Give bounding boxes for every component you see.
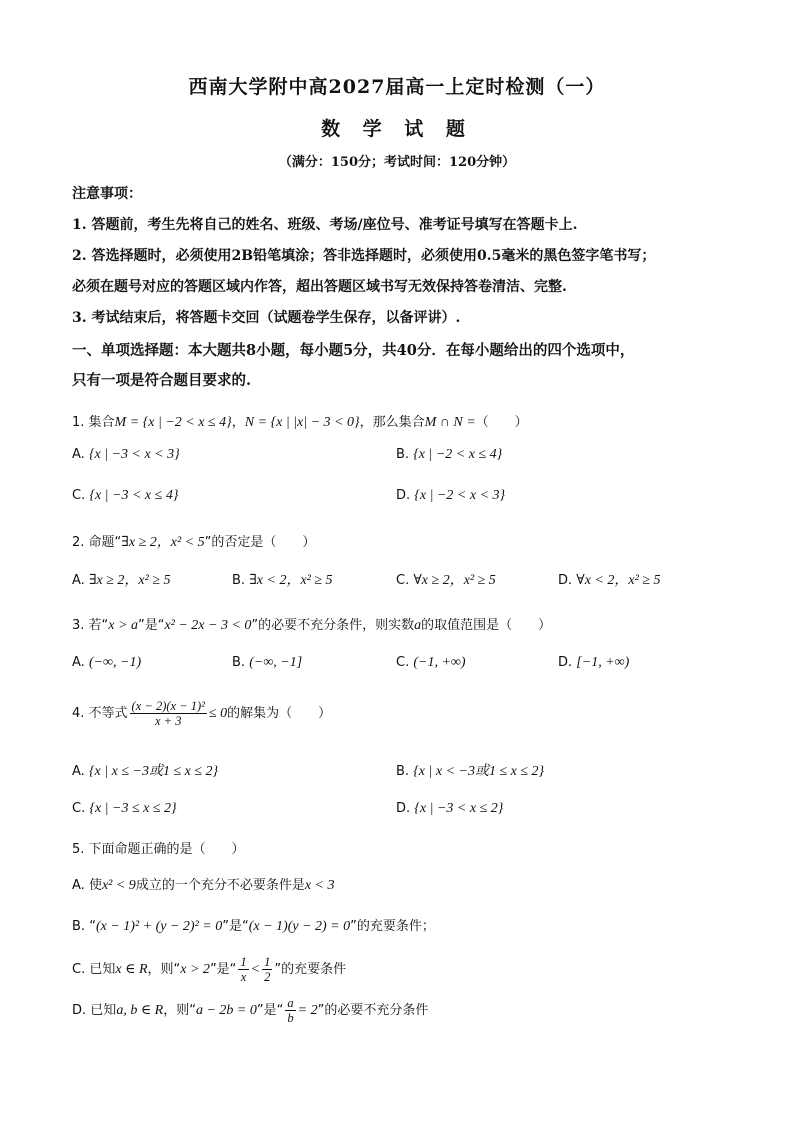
question-3-option-c[interactable]: C. (−1, +∞): [396, 655, 466, 670]
section-heading: 一、单项选择题：本大题共8小题，每小题5分，共40分．在每小题给出的四个选项中，: [72, 342, 635, 359]
note-item-2: 2. 答选择题时，必须使用2B铅笔填涂；答非选择题时，必须使用0.5毫米的黑色签字笔书写；: [72, 248, 656, 264]
question-3-stem: 3. 若“x > a”是“x² − 2x − 3 < 0”的必要不充分条件，则实数a的取值范围是（ ）: [72, 618, 552, 633]
question-1-option-c[interactable]: C. {x | −3 < x ≤ 4}: [72, 488, 179, 503]
question-5-option-c[interactable]: C. 已知x ∈ R，则“x > 2”是“ $\frac{1}{x}$ < $\frac{1}{2}$ ”的充要条件: [72, 955, 347, 984]
question-1-option-b[interactable]: B. {x | −2 < x ≤ 4}: [396, 447, 503, 462]
exam-info: （满分：150分；考试时间：120分钟）: [278, 155, 516, 170]
note-item-1: 1. 答题前，考生先将自己的姓名、班级、考场/座位号、准考证号填写在答题卡上.: [72, 217, 578, 233]
section-heading-cont: 只有一项是符合题目要求的.: [72, 372, 252, 389]
question-3-option-d[interactable]: D. [−1, +∞): [558, 655, 630, 670]
question-2-stem: 2. 命题“∃x ≥ 2，x² < 5”的否定是（ ）: [72, 535, 316, 550]
question-2-option-b[interactable]: B. ∃x < 2，x² ≥ 5: [232, 573, 333, 588]
subject-title: 数 学 试 题: [321, 118, 473, 140]
question-1-option-d[interactable]: D. {x | −2 < x < 3}: [396, 488, 506, 503]
note-item-2-cont: 必须在题号对应的答题区域内作答，超出答题区域书写无效保持答卷清洁、完整.: [72, 279, 567, 295]
question-4-option-d[interactable]: D. {x | −3 < x ≤ 2}: [396, 801, 504, 816]
question-5-option-a[interactable]: A. 使x² < 9成立的一个充分不必要条件是x < 3: [72, 878, 335, 893]
question-2-option-d[interactable]: D. ∀x < 2，x² ≥ 5: [558, 573, 661, 588]
question-4-option-c[interactable]: C. {x | −3 ≤ x ≤ 2}: [72, 801, 177, 816]
question-2-option-a[interactable]: A. ∃x ≥ 2，x² ≥ 5: [72, 573, 171, 588]
question-4-stem: 4. 不等式 $\frac{\text{(x − 2)(x − 1)²}}{x + 3}$ ≤ 0的解集为（ ）: [72, 699, 332, 728]
question-5-stem: 5. 下面命题正确的是（ ）: [72, 842, 245, 857]
question-1-option-a[interactable]: A. {x | −3 < x < 3}: [72, 447, 180, 462]
question-1-stem: 1. 集合M = {x | −2 < x ≤ 4}，N = {x | |x| − 3 < 0}，那么集合M ∩ N =（ ）: [72, 415, 528, 430]
question-4-option-a[interactable]: A. {x | x ≤ −3或1 ≤ x ≤ 2}: [72, 764, 219, 779]
notes-heading: 注意事项：: [72, 186, 142, 202]
question-5-option-d[interactable]: D. 已知a, b ∈ R，则“a − 2b = 0”是“ $\frac{a}{b}$ = 2”的必要不充分条件: [72, 996, 429, 1025]
question-4-fraction: $\frac{\text{(x − 2)(x − 1)²}}{x + 3}$: [131, 699, 205, 728]
question-2-option-c[interactable]: C. ∀x ≥ 2，x² ≥ 5: [396, 573, 496, 588]
question-3-option-a[interactable]: A. (−∞, −1): [72, 655, 142, 670]
note-item-3: 3. 考试结束后，将答题卡交回（试题卷学生保存，以备评讲）.: [72, 310, 461, 326]
question-3-option-b[interactable]: B. (−∞, −1]: [232, 655, 303, 670]
exam-title: 西南大学附中高2027届高一上定时检测（一）: [188, 76, 606, 98]
question-5-option-b[interactable]: B. “(x − 1)² + (y − 2)² = 0”是“(x − 1)(y − 2) = 0”的充要条件；: [72, 919, 435, 934]
question-4-option-b[interactable]: B. {x | x < −3或1 ≤ x ≤ 2}: [396, 764, 545, 779]
